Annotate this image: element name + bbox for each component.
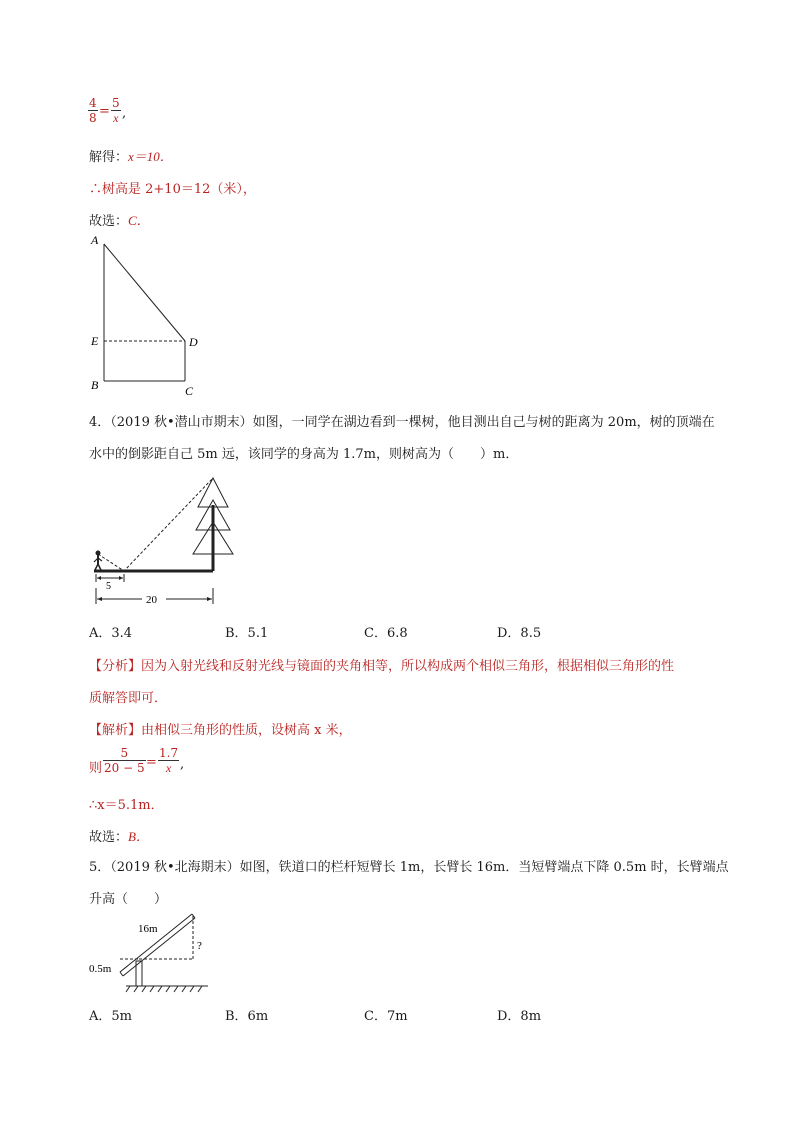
q5-option-a[interactable]: A．5m (89, 1009, 132, 1024)
figure-rectangle-triangle (86, 230, 216, 400)
question-5-line-1: 5．（2019 秋•北海期末）如图，铁道口的栏杆短臂长 1m，长臂长 16m．当短臂端点下降 0.5m 时，长臂端点 (89, 860, 729, 875)
dim-label-5: 5 (106, 581, 111, 592)
label-question-mark: ? (197, 940, 202, 952)
tree-height-result: ∴树高是 2+10＝12（米）， (89, 182, 256, 197)
edge-ad (104, 244, 185, 341)
label-0-5m: 0.5m (89, 963, 112, 975)
result-line: ∴x＝5.1m． (89, 798, 164, 813)
equals-sign: = (99, 104, 110, 119)
equals-sign-q4: = (146, 755, 157, 770)
then-label: 则 (89, 761, 103, 776)
dim-label-20: 20 (146, 594, 157, 606)
figure-tree-reflection (86, 470, 236, 610)
label-a: A (91, 233, 99, 247)
analysis-tag: 【分析】 (89, 659, 142, 674)
label-e: E (91, 334, 99, 348)
choice-line-q3: 故选：C． (89, 213, 150, 229)
solution-intro: 【解析】由相似三角形的性质，设树高 x 米， (89, 723, 352, 738)
label-b: B (91, 378, 99, 392)
fraction-4-over-8: $\frac{4}{8}$ (89, 96, 97, 125)
analysis-line-2: 质解答即可． (89, 691, 168, 706)
barrier-arm-bottom (123, 918, 195, 976)
reflection-path (98, 478, 213, 571)
tree-top-tier (198, 478, 228, 507)
question-5-line-2: 升高（ ） (89, 892, 168, 907)
fraction-5-over-20-minus-5: $\frac{5}{20 - 5}$ (104, 746, 145, 775)
label-16m: 16m (138, 923, 158, 935)
fraction-1-7-over-x: $\frac{1.7}{x}$ (159, 746, 179, 775)
person-icon (94, 551, 102, 571)
solve-line: 解得：x＝10． (89, 149, 173, 165)
q4-option-b[interactable]: B．5.1 (225, 626, 269, 641)
label-d: D (189, 335, 198, 349)
ground-hatch (126, 986, 202, 992)
question-4-line-1: 4．（2019 秋•潜山市期末）如图，一同学在湖边看到一棵树，他目测出自己与树的距离为 20m，树的顶端在 (89, 415, 715, 430)
question-4-line-2: 水中的倒影距自己 5m 远，该同学的身高为 1.7m，则树高为（ ）m． (89, 447, 519, 462)
q5-option-d[interactable]: D．8m (497, 1009, 542, 1024)
q4-option-c[interactable]: C．6.8 (364, 626, 408, 641)
fraction-comma-q4: , (180, 757, 185, 772)
analysis-line-1: 【分析】因为入射光线和反射光线与镜面的夹角相等，所以构成两个相似三角形，根据相似三角形的性 (89, 659, 675, 674)
q4-option-d[interactable]: D．8.5 (497, 626, 542, 641)
label-c: C (185, 384, 194, 398)
choice-line-q4: 故选：B． (89, 829, 149, 845)
q5-option-c[interactable]: C．7m (364, 1009, 408, 1024)
fraction-5-over-x: $\frac{5}{x}$ (112, 96, 120, 125)
solution-tag: 【解析】 (89, 723, 142, 738)
q5-option-b[interactable]: B．6m (225, 1009, 269, 1024)
fraction-comma: , (122, 106, 127, 121)
figure-railway-barrier (86, 906, 216, 998)
q4-option-a[interactable]: A．3.4 (89, 626, 133, 641)
